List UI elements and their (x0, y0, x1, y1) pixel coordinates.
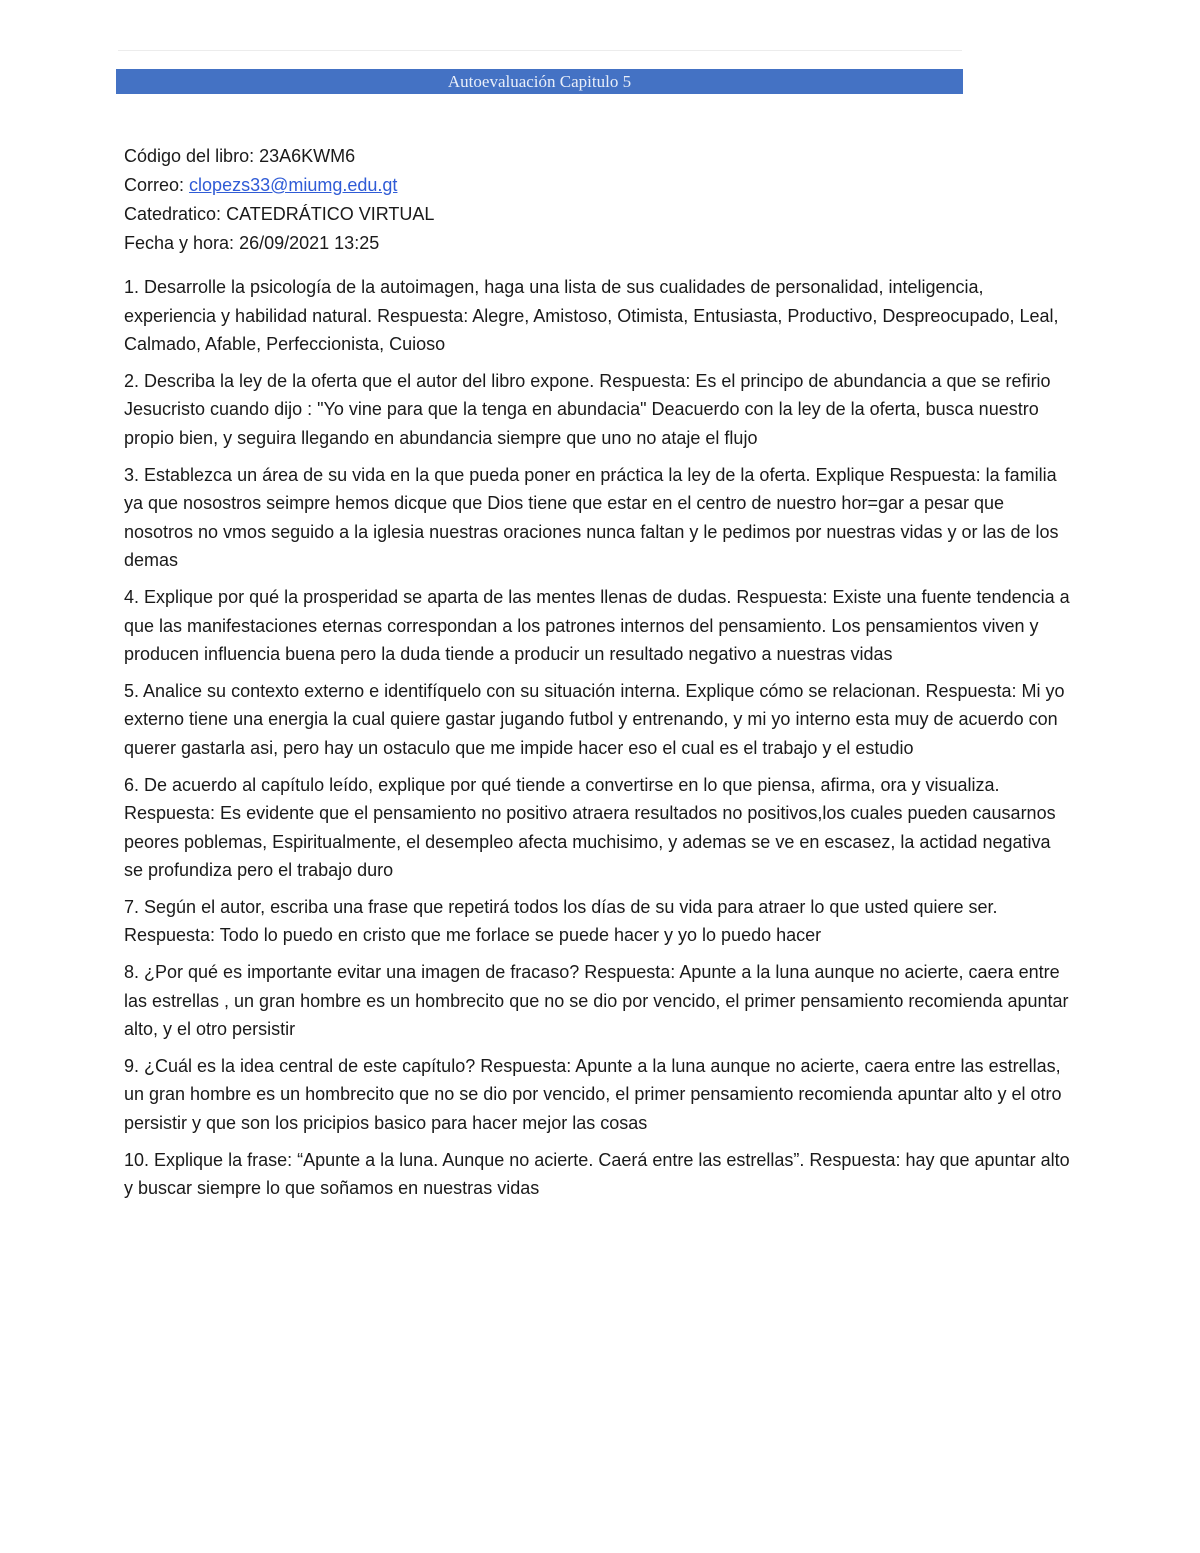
book-code-value: 23A6KWM6 (259, 146, 356, 166)
question-6: 6. De acuerdo al capítulo leído, explique por qué tiende a convertirse en lo que piensa, afirma, ora y visualiza. Respuesta: Es evidente que el pensamiento no positivo atraera resultados no positivos,los cuales pueden causarnos peores poblemas, Espiritualmente, el desempleo afecta muchisimo, y ademas se ve en escasez, la actidad negativa se profundiza pero el trabajo duro (124, 774, 1056, 881)
document-body (124, 142, 1074, 1203)
question-1: 1. Desarrolle la psicología de la autoimagen, haga una lista de sus cualidades de personalidad, inteligencia, experiencia y habilidad natural. Respuesta: Alegre, Amistoso, Otimista, Entusiasta, Productivo, Despreocupado, Leal, Calmado, Afable, Perfeccionista, Cuioso (124, 277, 1059, 355)
teacher-value: CATEDRÁTICO VIRTUAL (226, 204, 435, 224)
datetime-line (124, 229, 1074, 258)
email-label: Correo: (124, 175, 185, 195)
title-banner (116, 69, 963, 94)
question-5: 5. Analice su contexto externo e identifíquelo con su situación interna. Explique cómo se relacionan. Respuesta: Mi yo externo tiene una energia la cual quiere gastar jugando futbol y entrenando, y mi yo interno esta muy de acuerdo con querer gastarla asi, pero hay un ostaculo que me impide hacer eso el cual es el trabajo y el estudio (124, 680, 1065, 758)
email-line (124, 171, 1074, 200)
question-3: 3. Establezca un área de su vida en la que pueda poner en práctica la ley de la oferta. Explique Respuesta: la familia ya que nosostros seimpre hemos dicque que Dios tiene que estar en el centro de nuestro hor=gar a pesar que nosotros no vmos seguido a la iglesia nuestras oraciones nunca faltan y le pedimos por nuestras vidas y or las de los demas (124, 464, 1059, 571)
question-7: 7. Según el autor, escriba una frase que repetirá todos los días de su vida para atraer lo que usted quiere ser. Respuesta: Todo lo puedo en cristo que me forlace se puede hacer y yo lo puedo hacer (124, 896, 998, 946)
teacher-label: Catedratico: (124, 204, 222, 224)
email-link[interactable]: clopezs33@miumg.edu.gt (189, 175, 398, 195)
datetime-label: Fecha y hora: (124, 233, 235, 253)
teacher-line (124, 200, 1074, 229)
question-8: 8. ¿Por qué es importante evitar una imagen de fracaso? Respuesta: Apunte a la luna aunque no acierte, caera entre las estrellas , un gran hombre es un hombrecito que no se dio por vencido, el primer pensamiento recomienda apuntar alto, y el otro persistir (124, 962, 1069, 1040)
question-4: 4. Explique por qué la prosperidad se aparta de las mentes llenas de dudas. Respuesta: Existe una fuente tendencia a que las manifestaciones eternas correspondan a los patrones internos del pensamiento. Los pensamientos viven y producen influencia buena pero la duda tiende a producir un resultado negativo a nuestras vidas (124, 586, 1070, 665)
questions-list (124, 273, 1074, 1203)
book-code-label: Código del libro: (124, 146, 255, 166)
question-10: 10. Explique la frase: “Apunte a la luna. Aunque no acierte. Caerá entre las estrellas”. Respuesta: hay que apuntar alto y buscar siempre lo que soñamos en nuestras vidas (124, 1149, 1070, 1199)
metadata-block (124, 142, 1074, 258)
book-code-line (124, 142, 1074, 171)
page-title: Autoevaluación Capitulo 5 (447, 72, 632, 91)
datetime-value: 26/09/2021 13:25 (239, 233, 380, 253)
question-2: 2. Describa la ley de la oferta que el autor del libro expone. Respuesta: Es el principo de abundancia a que se refirio Jesucristo cuando dijo : "Yo vine para que la tenga en abundacia" Deacuerdo con la ley de la oferta, busca nuestro propio bien, y seguira llegando en abundancia siempre que uno no ataje el flujo (124, 370, 1051, 448)
header-rule (118, 50, 962, 51)
question-9: 9. ¿Cuál es la idea central de este capítulo? Respuesta: Apunte a la luna aunque no acierte, caera entre las estrellas, un gran hombre es un hombrecito que no se dio por vencido, el primer pensamiento recomienda apuntar alto y el otro persistir y que son los pricipios basico para hacer mejor las cosas (124, 1055, 1062, 1134)
